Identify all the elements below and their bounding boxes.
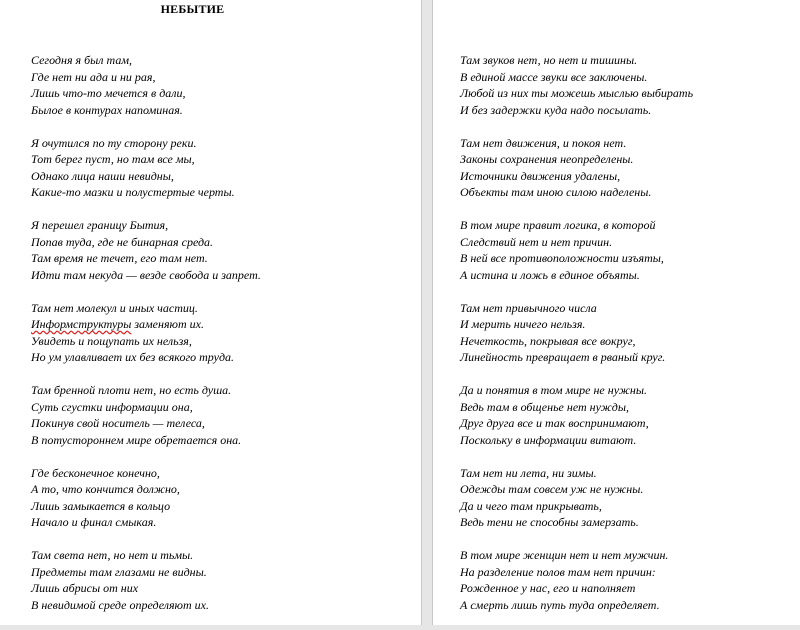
poem-line: А истина и ложь в единое объяты. <box>460 267 640 282</box>
poem-line: Информструктуры заменяют их. <box>31 317 204 331</box>
poem-line: Предметы там глазами не видны. <box>31 564 207 579</box>
poem-line: Да и понятия в том мире не нужны. <box>460 383 647 397</box>
stanza <box>460 52 693 118</box>
stanza <box>460 217 693 283</box>
poem-line: В том мире правит логика, в которой <box>460 218 656 232</box>
poem-line: Нечеткость, покрывая все вокруг, <box>460 333 636 348</box>
poem-line: Там время не течет, его там нет. <box>31 251 208 265</box>
poem-line: Покинув свой носитель — телеса, <box>31 416 205 430</box>
poem-line: Там нет движения, и покоя нет. <box>460 135 627 150</box>
poem-line: А то, что кончится должно, <box>31 482 180 496</box>
poem-line: На разделение полов там нет причин: <box>460 564 656 579</box>
poem-line: В потустороннем мире обретается она. <box>31 432 242 447</box>
poem-line: Законы сохранения неопределены. <box>460 152 634 166</box>
poem-line: Источники движения удалены, <box>460 168 621 183</box>
poem-line: Лишь что-то мечется в дали, <box>31 86 186 100</box>
stanza <box>31 382 261 448</box>
poem-line: Лишь замыкается в кольцо <box>31 498 171 513</box>
poem-line: Где нет ни ада и ни рая, <box>31 69 156 84</box>
poem-line: Я перешел границу Бытия, <box>31 218 169 232</box>
poem-line: Одежды там совсем уж не нужны. <box>460 482 644 496</box>
poem-line: Какие-то мазки и полустертые черты. <box>31 185 235 199</box>
poem-line: Линейность превращает в рваный круг. <box>460 350 666 364</box>
poem-title: НЕБЫТИЕ <box>160 2 225 16</box>
poem-line: Там бренной плоти нет, но есть душа. <box>31 383 232 397</box>
poem-line: Любой из них ты можешь мыслью выбирать <box>460 86 694 100</box>
poem-line: В единой массе звуки все заключены. <box>460 69 648 84</box>
poem-line: Я очутился по ту сторону реки. <box>31 135 197 150</box>
stanza <box>460 135 693 201</box>
poem-line: Тот берег пуст, но там все мы, <box>31 152 195 166</box>
stanza <box>460 547 693 613</box>
poem-line: И мерить ничего нельзя. <box>460 317 586 331</box>
poem-line: Попав туда, где не бинарная среда. <box>31 234 214 249</box>
stanza <box>460 465 693 531</box>
poem-line: В том мире женщин нет и нет мужчин. <box>460 548 669 562</box>
poem-line: Былое в контурах напоминая. <box>31 102 183 117</box>
poem-line: В ней все противоположности изъяты, <box>460 251 664 265</box>
stanza <box>31 135 261 201</box>
poem-column-right <box>460 52 693 630</box>
poem-line: Там звуков нет, но нет и тишины. <box>460 53 638 67</box>
poem-line: Идти там некуда — везде свобода и запрет. <box>31 267 261 282</box>
poem-column-left <box>31 52 261 630</box>
poem-line: Там света нет, но нет и тьмы. <box>31 548 194 562</box>
stanza <box>460 300 693 366</box>
poem-line: Но ум улавливает их без всякого труда. <box>31 350 235 364</box>
poem-line: Объекты там иною силою наделены. <box>460 185 652 199</box>
poem-line: Суть сгустки информации она, <box>31 399 193 414</box>
poem-line: Друг друга все и так воспринимают, <box>460 416 649 430</box>
poem-line: Увидеть и пощупать их нельзя, <box>31 333 192 348</box>
stanza <box>31 300 261 366</box>
poem-line: Следствий нет и нет причин. <box>460 234 613 249</box>
stanza <box>460 382 693 448</box>
poem-line: И без задержки куда надо посылать. <box>460 102 652 117</box>
stanza <box>31 52 261 118</box>
poem-line: Где бесконечное конечно, <box>31 465 160 480</box>
poem-line: Однако лица наши невидны, <box>31 168 174 183</box>
poem-line: Там нет ни лета, ни зимы. <box>460 465 597 480</box>
poem-line: Ведь там в общенье нет нужды, <box>460 399 629 414</box>
poem-line: А смерть лишь путь туда определяет. <box>460 597 660 612</box>
poem-line: Поскольку в информации витают. <box>460 432 637 447</box>
poem-line: Сегодня я был там, <box>31 53 132 67</box>
poem-line: Начало и финал смыкая. <box>31 515 157 529</box>
poem-line: Рожденное у нас, его и наполняет <box>460 581 636 595</box>
poem-line: Да и чего там прикрывать, <box>460 498 602 513</box>
stanza <box>31 547 261 613</box>
poem-line: Ведь тени не способны замерзать. <box>460 515 639 529</box>
spellcheck-word: Информструктуры <box>31 317 132 331</box>
poem-line: Лишь абрисы от них <box>31 581 139 595</box>
poem-line: Там нет привычного числа <box>460 300 597 315</box>
stanza <box>31 465 261 531</box>
poem-line: В невидимой среде определяют их. <box>31 597 209 612</box>
stanza <box>31 217 261 283</box>
poem-line: Там нет молекул и иных частиц. <box>31 300 198 315</box>
